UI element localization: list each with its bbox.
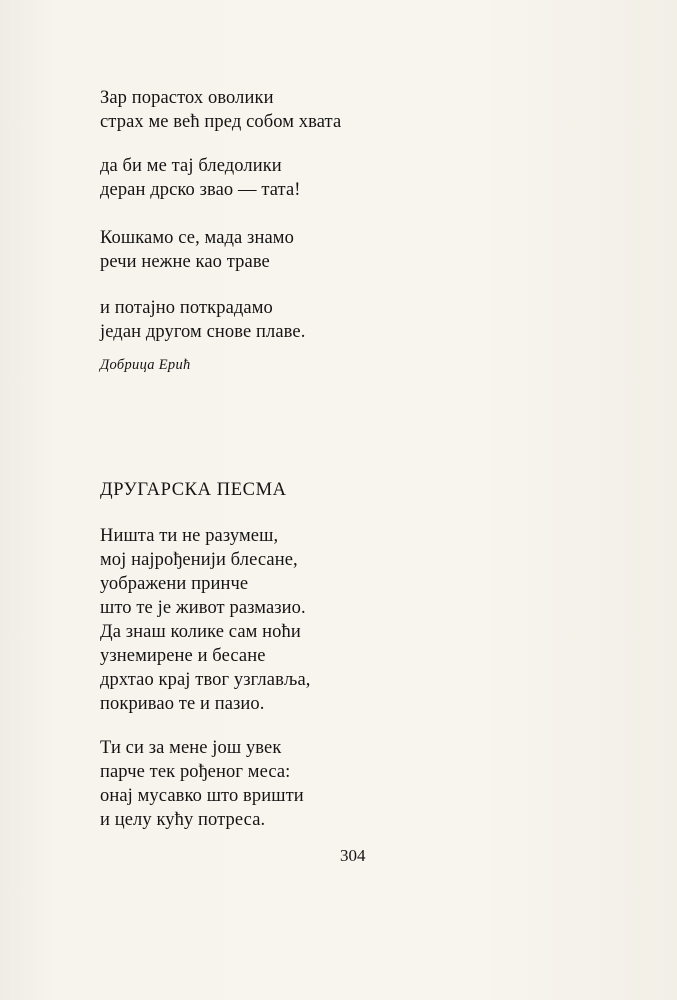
page-number: 304 xyxy=(340,846,366,865)
poem-1-line: један другом снове плаве. xyxy=(100,322,306,342)
poem-2-line: уображени принче xyxy=(100,574,249,594)
poem-2-line: мој најрођенији блесане, xyxy=(100,550,298,570)
poem-1-line: Зар порастох оволики xyxy=(100,88,274,108)
poem-1-line: деран дрско звао — тата! xyxy=(100,180,301,200)
poem-author: Добрица Ерић xyxy=(100,357,191,373)
poem-2-line: што те је живот размазио. xyxy=(100,598,306,618)
poem-1-line: да би ме тај бледолики xyxy=(100,156,282,176)
poem-1-line: и потајно поткрадамо xyxy=(100,298,273,318)
poem-2-line: онај мусавко што вришти xyxy=(100,786,304,806)
poem-1-line: страх ме већ пред собом хвата xyxy=(100,112,342,132)
poem-2-line: Да знаш колике сам ноћи xyxy=(100,622,301,642)
poem-1-line: Кошкамо се, мада знамо xyxy=(100,228,294,248)
poem-1-line: речи нежне као траве xyxy=(100,252,270,272)
poem-2-line: парче тек рођеног меса: xyxy=(100,762,291,782)
poem-2-line: Ништа ти не разумеш, xyxy=(100,526,279,546)
poem-2-line: узнемирене и бесане xyxy=(100,646,266,666)
poem-title: ДРУГАРСКА ПЕСМА xyxy=(100,480,287,500)
poem-2-line: Ти си за мене још увек xyxy=(100,738,282,758)
poem-2-line: и целу кућу потреса. xyxy=(100,810,266,830)
poem-2-line: покривао те и пазио. xyxy=(100,694,265,714)
poem-2-line: дрхтао крај твог узглавља, xyxy=(100,670,311,690)
